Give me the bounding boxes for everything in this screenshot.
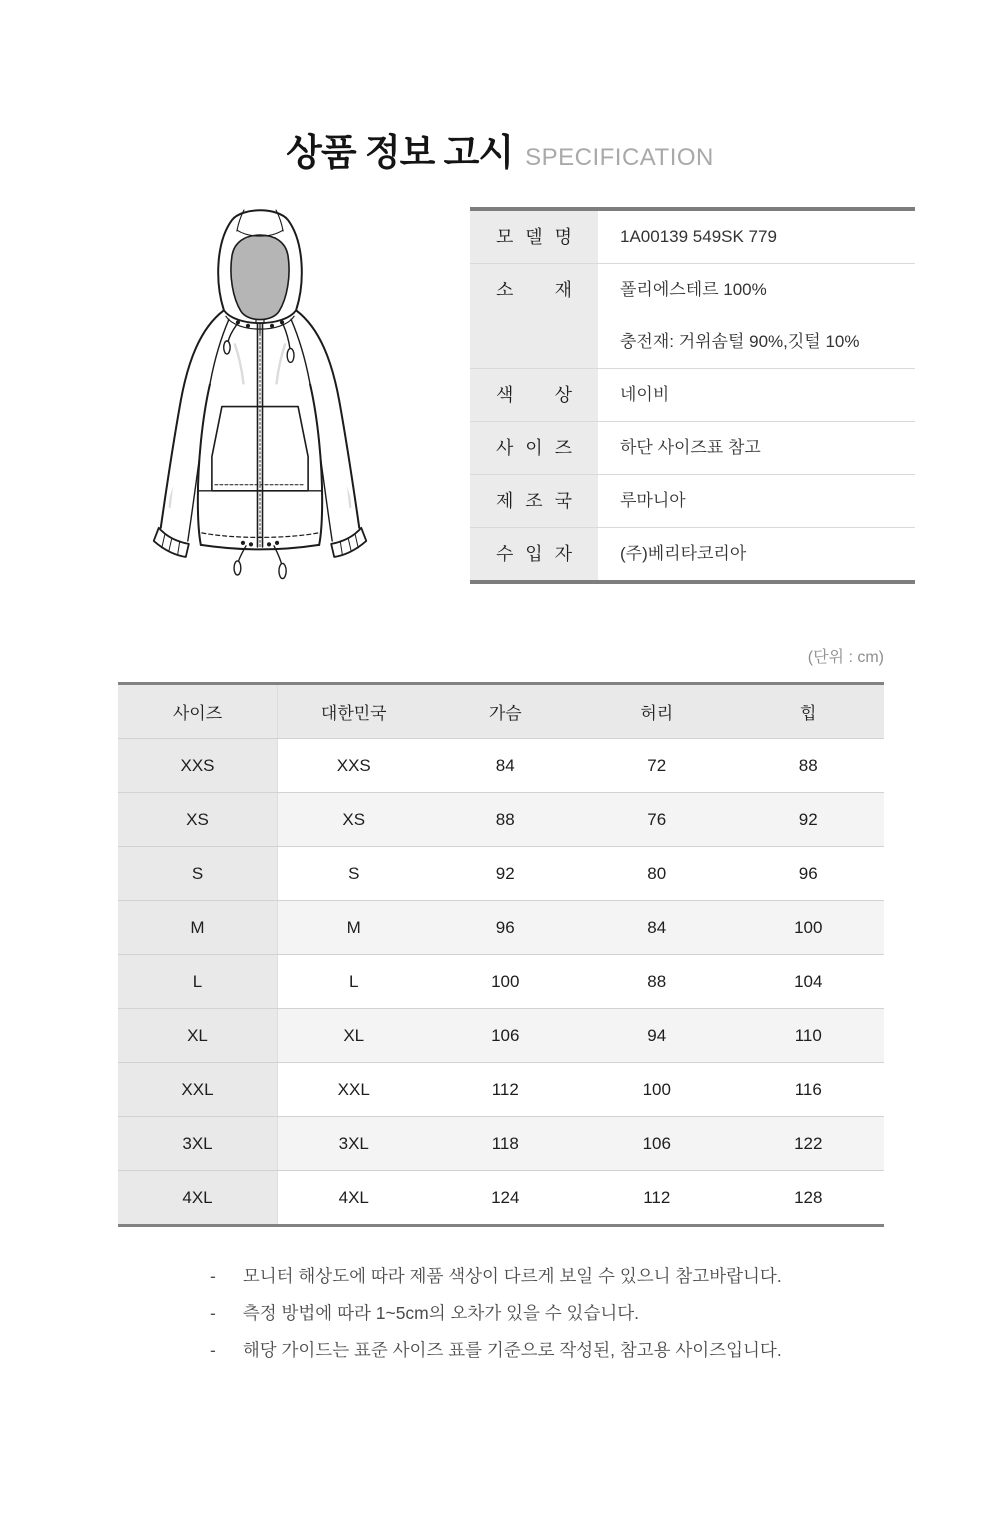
note-item	[210, 1301, 782, 1326]
spec-table	[470, 207, 915, 584]
size-value-cell: 4XL	[278, 1171, 430, 1224]
size-value-cell: 116	[733, 1063, 885, 1116]
size-label-cell: L	[118, 955, 278, 1008]
spec-row	[470, 474, 915, 527]
size-value-cell: 96	[430, 901, 582, 954]
spec-value-text: 1A00139 549SK 779	[620, 227, 777, 246]
size-value-cell: S	[278, 847, 430, 900]
spec-value-text: 루마니아	[620, 491, 686, 510]
spec-label-cell	[470, 528, 598, 580]
note-dash: -	[210, 1266, 216, 1286]
hood	[218, 210, 302, 320]
spec-label-cell	[470, 475, 598, 527]
spec-label-text: 모 델 명	[496, 227, 572, 247]
size-value-cell: 104	[733, 955, 885, 1008]
size-value-cell: 84	[430, 739, 582, 792]
size-table-row	[118, 1062, 884, 1116]
size-value-cell: 100	[733, 901, 885, 954]
size-value-cell: XL	[278, 1009, 430, 1062]
size-value-cell: 110	[733, 1009, 885, 1062]
spec-value-cell	[598, 475, 915, 527]
size-value-cell: 84	[581, 901, 733, 954]
size-table-row	[118, 954, 884, 1008]
spec-value-cell	[598, 422, 915, 474]
size-value-cell: 94	[581, 1009, 733, 1062]
spec-value-text: 하단 사이즈표 참고	[620, 438, 761, 457]
size-value-cell: 106	[581, 1117, 733, 1170]
spec-value-cell	[598, 528, 915, 580]
size-label-cell: M	[118, 901, 278, 954]
size-table-row	[118, 900, 884, 954]
spec-label-cell	[470, 369, 598, 421]
size-value-cell: 88	[581, 955, 733, 1008]
size-value-cell: M	[278, 901, 430, 954]
spec-value-cell	[598, 369, 915, 421]
size-table-row	[118, 738, 884, 792]
spec-row	[470, 211, 915, 263]
spec-label-cell	[470, 211, 598, 263]
hem-toggle-right	[279, 563, 286, 578]
spec-value-text: (주)베리타코리아	[620, 544, 747, 563]
size-value-cell: 80	[581, 847, 733, 900]
neck-toggle-left	[224, 341, 230, 354]
spec-row	[470, 263, 915, 368]
spec-label-cell	[470, 422, 598, 474]
size-label-cell: XXL	[118, 1063, 278, 1116]
size-table-header-row	[118, 685, 884, 738]
spec-label-text: 소 재	[496, 280, 572, 300]
size-value-cell: XS	[278, 793, 430, 846]
spec-value-text: 네이비	[620, 385, 670, 404]
size-table-row	[118, 846, 884, 900]
size-value-cell: XXS	[278, 739, 430, 792]
size-header-cell: 사이즈	[118, 685, 278, 738]
size-value-cell: 92	[430, 847, 582, 900]
size-value-cell: L	[278, 955, 430, 1008]
page-subtitle: SPECIFICATION	[525, 144, 714, 171]
spec-row	[470, 368, 915, 421]
spec-label-text: 색 상	[496, 385, 572, 405]
size-value-cell: 96	[733, 847, 885, 900]
spec-value-text: 충전재: 거위솜털 90%,깃털 10%	[620, 332, 860, 351]
jacket-illustration	[138, 194, 382, 580]
spec-row	[470, 421, 915, 474]
size-value-cell: XXL	[278, 1063, 430, 1116]
hooded-jacket-flat-sketch-svg	[138, 194, 382, 580]
page-title: 상품 정보 고시	[286, 132, 514, 173]
size-header-cell: 대한민국	[278, 685, 430, 738]
size-value-cell: 72	[581, 739, 733, 792]
size-value-cell: 124	[430, 1171, 582, 1224]
spec-label-text: 제 조 국	[496, 491, 572, 511]
size-value-cell: 88	[430, 793, 582, 846]
hood-lining	[231, 235, 289, 319]
size-value-cell: 76	[581, 793, 733, 846]
note-text: 모니터 해상도에 따라 제품 색상이 다르게 보일 수 있으니 참고바랍니다.	[242, 1266, 782, 1286]
zipper	[256, 317, 264, 547]
note-item	[210, 1264, 782, 1289]
spec-value-cell	[598, 264, 915, 368]
size-table-row	[118, 1116, 884, 1170]
note-text: 해당 가이드는 표준 사이즈 표를 기준으로 작성된, 참고용 사이즈입니다.	[242, 1340, 782, 1360]
units-label: (단위 : cm)	[807, 649, 884, 666]
size-table-row	[118, 1008, 884, 1062]
size-value-cell: 92	[733, 793, 885, 846]
note-dash: -	[210, 1303, 216, 1323]
spec-label-text: 수 입 자	[496, 544, 572, 564]
size-value-cell: 128	[733, 1171, 885, 1224]
note-item	[210, 1338, 782, 1363]
size-value-cell: 122	[733, 1117, 885, 1170]
size-value-cell: 118	[430, 1117, 582, 1170]
page-title-block	[0, 122, 1000, 176]
note-dash: -	[210, 1340, 216, 1360]
size-value-cell: 112	[581, 1171, 733, 1224]
neck-toggle-right	[287, 348, 294, 362]
size-label-cell: XS	[118, 793, 278, 846]
spec-value-text: 폴리에스테르 100%	[620, 280, 767, 299]
note-text: 측정 방법에 따라 1~5cm의 오차가 있을 수 있습니다.	[242, 1303, 640, 1323]
size-header-cell: 가슴	[430, 685, 582, 738]
size-table-row	[118, 792, 884, 846]
size-label-cell: 3XL	[118, 1117, 278, 1170]
spec-value-cell	[598, 211, 915, 263]
spec-label-cell	[470, 264, 598, 368]
size-label-cell: S	[118, 847, 278, 900]
size-header-cell: 힙	[733, 685, 885, 738]
size-label-cell: XL	[118, 1009, 278, 1062]
neck-cord-left	[228, 324, 237, 342]
size-header-cell: 허리	[581, 685, 733, 738]
size-value-cell: 112	[430, 1063, 582, 1116]
spec-label-text: 사 이 즈	[496, 438, 572, 458]
size-value-cell: 88	[733, 739, 885, 792]
hem-toggle-left	[234, 561, 241, 575]
notes-list	[210, 1264, 782, 1375]
size-value-cell: 100	[581, 1063, 733, 1116]
size-chart-table	[118, 682, 884, 1227]
size-table-row	[118, 1170, 884, 1224]
size-value-cell: 3XL	[278, 1117, 430, 1170]
size-value-cell: 106	[430, 1009, 582, 1062]
size-label-cell: XXS	[118, 739, 278, 792]
size-value-cell: 100	[430, 955, 582, 1008]
spec-row	[470, 527, 915, 580]
size-label-cell: 4XL	[118, 1171, 278, 1224]
